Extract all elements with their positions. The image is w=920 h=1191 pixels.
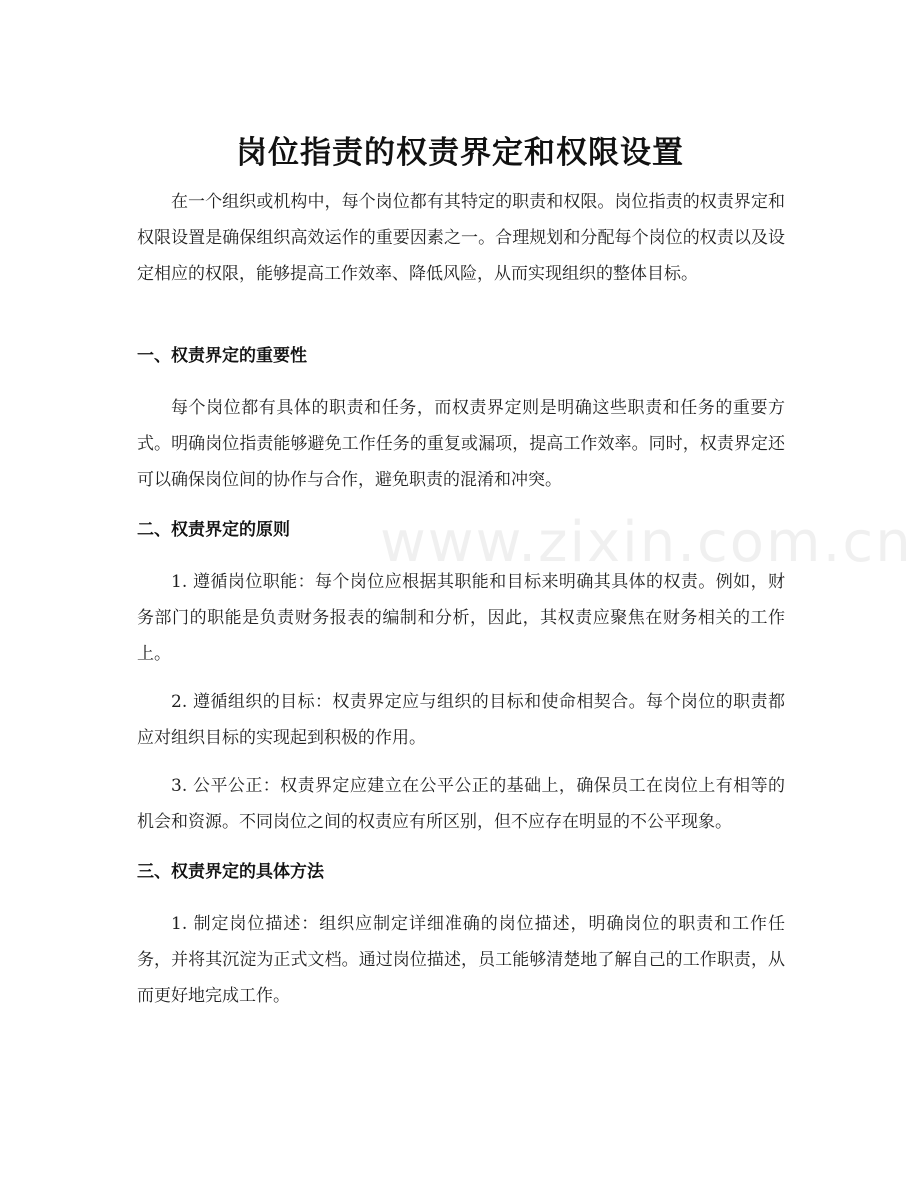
section-2-paragraph-2: 2. 遵循组织的目标：权责界定应与组织的目标和使命相契合。每个岗位的职责都应对组织目标的实现起到积极的作用。 bbox=[137, 692, 785, 748]
section-2-paragraph-3: 3. 公平公正：权责界定应建立在公平公正的基础上，确保员工在岗位上有相等的机会和资源。不同岗位之间的权责应有所区别，但不应存在明显的不公平现象。 bbox=[137, 776, 785, 832]
section-3-paragraph-1: 1. 制定岗位描述：组织应制定详细准确的岗位描述，明确岗位的职责和工作任务，并将其沉淀为正式文档。通过岗位描述，员工能够清楚地了解自己的工作职责，从而更好地完成工作。 bbox=[137, 914, 785, 1006]
document-title: 岗位指责的权责界定和权限设置 bbox=[236, 134, 684, 171]
watermark: www.zixin.com.cn bbox=[380, 510, 913, 575]
section-1-paragraph-1: 每个岗位都有具体的职责和任务，而权责界定则是明确这些职责和任务的重要方式。明确岗位指责能够避免工作任务的重复或漏项，提高工作效率。同时，权责界定还可以确保岗位间的协作与合作，避免职责的混淆和冲突。 bbox=[137, 398, 785, 490]
section-2-paragraph-1: 1. 遵循岗位职能：每个岗位应根据其职能和目标来明确其具体的权责。例如，财务部门的职能是负责财务报表的编制和分析，因此，其权责应聚焦在财务相关的工作上。 bbox=[137, 572, 785, 664]
section-3-heading: 三、权责界定的具体方法 bbox=[137, 862, 324, 882]
section-1-heading: 一、权责界定的重要性 bbox=[137, 346, 307, 366]
section-2-heading: 二、权责界定的原则 bbox=[137, 520, 290, 540]
intro-paragraph: 在一个组织或机构中，每个岗位都有其特定的职责和权限。岗位指责的权责界定和权限设置是确保组织高效运作的重要因素之一。合理规划和分配每个岗位的权责以及设定相应的权限，能够提高工作效率、降低风险，从而实现组织的整体目标。 bbox=[137, 192, 785, 284]
